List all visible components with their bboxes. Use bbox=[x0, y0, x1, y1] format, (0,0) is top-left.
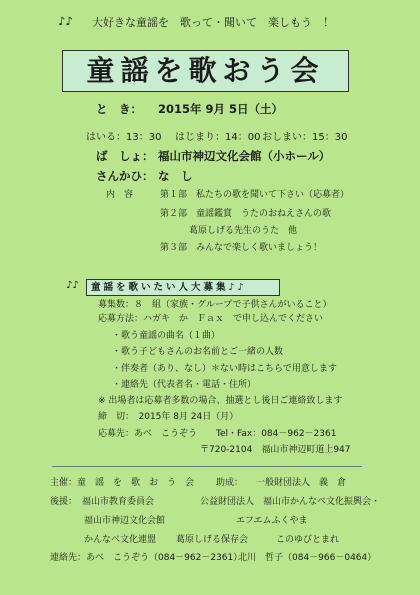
contact-2: 北川 哲子（084－966－0464） bbox=[238, 553, 377, 563]
recruit-item: ・歌う童謡の曲名（１曲） bbox=[112, 331, 221, 341]
backers-label: 後援： bbox=[50, 497, 78, 507]
recruit-note: ※ 出場者は応募者多数の場合、抽選とし後日ご連絡致します bbox=[98, 396, 343, 406]
recruit-item: ・歌う子どもさんのお名前とご一緒の人数 bbox=[112, 347, 284, 357]
support-label: 助成： bbox=[216, 478, 244, 488]
footer-divider bbox=[52, 466, 362, 467]
backer: エフエムふくやま bbox=[236, 516, 308, 526]
backer: 葛原しげる保存会 bbox=[176, 535, 249, 545]
recruit-item: ・連絡先（代表者名・電話・住所） bbox=[112, 380, 257, 390]
fee-label: さんかひ： bbox=[96, 169, 154, 183]
backer: このゆびとまれ bbox=[276, 535, 340, 545]
contact: 連絡先：あべ こうぞう（084－962－2361） bbox=[50, 553, 243, 563]
recruit-item: ・伴奏者（あり、なし）＊ない時はこちらで用意します bbox=[112, 364, 337, 374]
recruit-notes-icon: ♪♪ bbox=[66, 280, 79, 291]
recruit-method: 応募方法：ハガキ か Ｆａｘ で申し込んでください bbox=[98, 314, 324, 324]
place-label: ば しょ： bbox=[96, 149, 154, 163]
backer: 福山市教育委員会 bbox=[82, 497, 155, 507]
date-label: と き： bbox=[96, 102, 142, 116]
recruit-tel-fax: Tel・Fax：084－962－2361 bbox=[216, 429, 337, 439]
recruit-title: 童謡を歌いたい人大募集♪♪ bbox=[86, 279, 280, 296]
recruit-apply-to: 応募先：あべ こうぞう bbox=[98, 429, 198, 439]
program-part2-sub: 葛原しげる先生のうた 他 bbox=[189, 226, 298, 236]
program-part2: 第２部 童謡鑑賞 うたのおねえさんの歌 bbox=[160, 209, 332, 219]
page-title: 童謡を歌おう会 bbox=[62, 50, 349, 92]
recruit-deadline: 締 切： 2015年 8月 24日（月） bbox=[98, 412, 239, 422]
hairu-time: はいる：13：30 bbox=[86, 132, 162, 143]
slogan: 大好きな童謡を 歌って・聞いて 楽しもう ！ bbox=[92, 16, 334, 29]
oshimai-time: おしまい：15：30 bbox=[262, 132, 348, 143]
program-part1: 第１部 私たちの歌を聞いて下さい（応募者） bbox=[160, 190, 350, 200]
recruit-count: 募集数：８ 組（家族・グループで子供さんがいること） bbox=[98, 300, 332, 310]
program-label: 内 容 bbox=[106, 190, 134, 200]
support-value: 一般財団法人 義 倉 bbox=[256, 478, 347, 488]
backer: 福山市神辺文化会館 bbox=[84, 516, 166, 526]
hajimari-time: はじまり：14：00 bbox=[175, 132, 261, 143]
backer: かんなべ文化連盟 bbox=[84, 535, 157, 545]
music-notes-icon: ♪♪ bbox=[58, 14, 73, 28]
date-value: 2015年 9月 5日（土） bbox=[158, 102, 284, 116]
place-value: 福山市神辺文化会館（小ホール） bbox=[158, 149, 331, 163]
recruit-address: 〒720-2104 福山市神辺町道上947 bbox=[200, 445, 351, 455]
program-part3: 第３部 みんなで楽しく歌いましょう！ bbox=[160, 243, 323, 253]
backer: 公益財団法人 福山市かんなべ文化振興会・ bbox=[200, 497, 381, 507]
organizer: 主催：童 謡 を 歌 お う 会 bbox=[50, 478, 195, 488]
fee-value: な し bbox=[158, 169, 193, 183]
